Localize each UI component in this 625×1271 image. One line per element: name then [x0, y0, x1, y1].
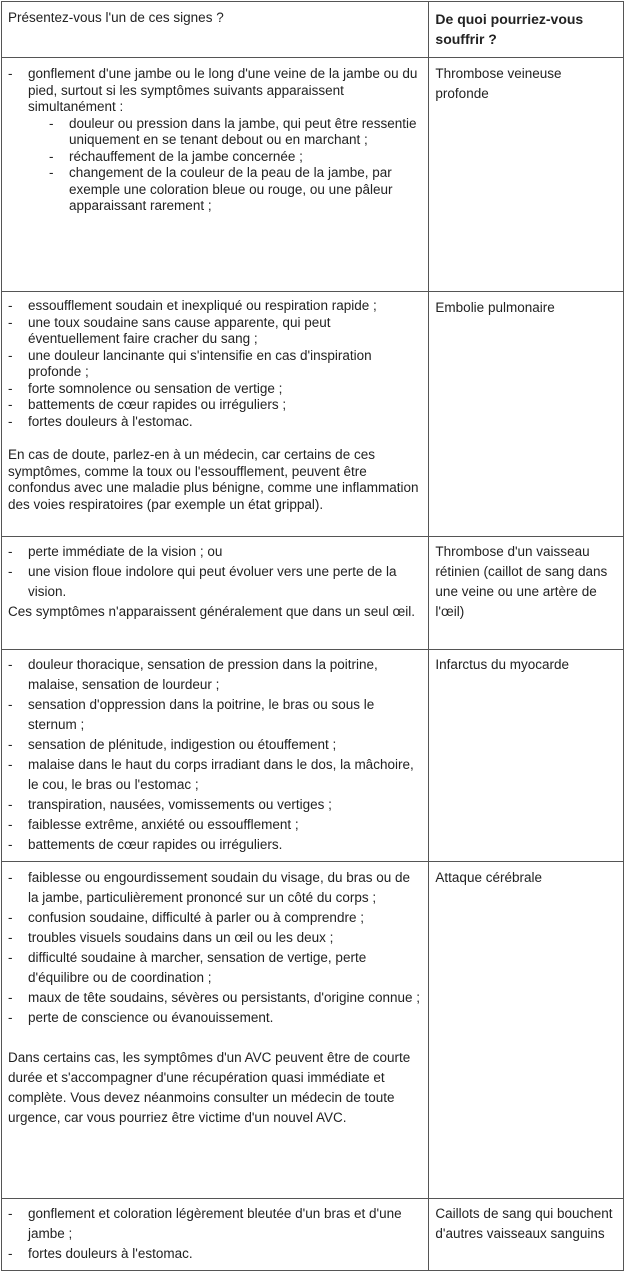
symptom-list	[8, 298, 422, 430]
list-item: - forte somnolence ou sensation de vertige ;	[8, 381, 422, 398]
symptoms-cell	[2, 292, 429, 537]
list-item: - difficulté soudaine à marcher, sensation de vertige, perte d'équilibre ou de coordination ;	[8, 948, 422, 988]
note-text: Ces symptômes n'apparaissent généralement que dans un seul œil.	[8, 604, 416, 619]
sub-symptom-list	[49, 116, 422, 215]
list-item: - une toux soudaine sans cause apparente, qui peut éventuellement faire cracher du sang ;	[8, 315, 422, 348]
list-item: - gonflement et coloration légèrement bleutée d'un bras et d'une jambe ;	[8, 1204, 422, 1244]
list-item: - transpiration, nausées, vomissements ou vertiges ;	[8, 795, 422, 815]
symptoms-cell	[2, 537, 429, 650]
table-row	[2, 537, 624, 650]
table-row	[2, 292, 624, 537]
list-item: - sensation de plénitude, indigestion ou étouffement ;	[8, 735, 422, 755]
symptom-list	[8, 542, 422, 602]
list-item: - douleur thoracique, sensation de pression dans la poitrine, malaise, sensation de lourdeur ;	[8, 655, 422, 695]
symptoms-cell	[2, 862, 429, 1199]
table-header-row	[2, 2, 624, 58]
list-item	[8, 66, 422, 215]
symptom-list	[8, 868, 422, 1028]
symptom-list	[8, 66, 422, 215]
condition-cell: Caillots de sang qui bouchent d'autres vaisseaux sanguins	[429, 1199, 624, 1271]
table-row	[2, 1199, 624, 1271]
list-item: - fortes douleurs à l'estomac.	[8, 1244, 422, 1264]
header-condition: De quoi pourriez-vous souffrir ?	[429, 2, 624, 58]
list-item: - essoufflement soudain et inexpliqué ou respiration rapide ;	[8, 298, 422, 315]
list-item: - faiblesse extrême, anxiété ou essoufflement ;	[8, 815, 422, 835]
note-text: En cas de doute, parlez-en à un médecin, car certains de ces symptômes, comme la toux ou l'essoufflement, peuvent être confondus avec une maladie plus bénigne, comme une inflammation des voies respiratoires (par exemple un état grippal).	[8, 447, 419, 512]
symptom-list	[8, 655, 422, 855]
list-item: - malaise dans le haut du corps irradiant dans le dos, la mâchoire, le cou, le bras ou l'estomac ;	[8, 755, 422, 795]
symptom-text: gonflement d'une jambe ou le long d'une veine de la jambe ou du pied, surtout si les symptômes suivants apparaissent simultanément :	[28, 66, 418, 114]
symptoms-cell	[2, 58, 429, 292]
list-item: - perte de conscience ou évanouissement.	[8, 1008, 422, 1028]
condition-cell: Embolie pulmonaire	[429, 292, 624, 537]
list-item: - battements de cœur rapides ou irréguliers ;	[8, 397, 422, 414]
condition-cell: Infarctus du myocarde	[429, 650, 624, 862]
symptom-list	[8, 1204, 422, 1264]
condition-cell: Attaque cérébrale	[429, 862, 624, 1199]
list-item: - changement de la couleur de la peau de la jambe, par exemple une coloration bleue ou rouge, ou une pâleur apparaissant rarement ;	[49, 165, 422, 215]
symptoms-cell	[2, 650, 429, 862]
list-item: - maux de tête soudains, sévères ou persistants, d'origine connue ;	[8, 988, 422, 1008]
list-item: - battements de cœur rapides ou irréguliers.	[8, 835, 422, 855]
header-symptoms: Présentez-vous l'un de ces signes ?	[2, 2, 429, 58]
symptoms-table	[1, 1, 624, 1271]
symptoms-cell	[2, 1199, 429, 1271]
list-item: - troubles visuels soudains dans un œil ou les deux ;	[8, 928, 422, 948]
list-item: - perte immédiate de la vision ; ou	[8, 542, 422, 562]
note-text: Dans certains cas, les symptômes d'un AVC peuvent être de courte durée et s'accompagner d'une récupération quasi immédiate et complète. Vous devez néanmoins consulter un médecin de toute urgence, car vous pourriez être victime d'un nouvel AVC.	[8, 1050, 411, 1125]
list-item: - sensation d'oppression dans la poitrine, le bras ou sous le sternum ;	[8, 695, 422, 735]
list-item: - faiblesse ou engourdissement soudain du visage, du bras ou de la jambe, particulièrement prononcé sur un côté du corps ;	[8, 868, 422, 908]
table-row	[2, 58, 624, 292]
list-item: - fortes douleurs à l'estomac.	[8, 414, 422, 431]
list-item: - une douleur lancinante qui s'intensifie en cas d'inspiration profonde ;	[8, 348, 422, 381]
list-item: - réchauffement de la jambe concernée ;	[49, 149, 422, 166]
list-item: - confusion soudaine, difficulté à parler ou à comprendre ;	[8, 908, 422, 928]
table-row	[2, 862, 624, 1199]
table-row	[2, 650, 624, 862]
condition-cell: Thrombose d'un vaisseau rétinien (caillot de sang dans une veine ou une artère de l'œil)	[429, 537, 624, 650]
list-item: - douleur ou pression dans la jambe, qui peut être ressentie uniquement en se tenant debout ou en marchant ;	[49, 116, 422, 149]
condition-cell: Thrombose veineuse profonde	[429, 58, 624, 292]
list-item: - une vision floue indolore qui peut évoluer vers une perte de la vision.	[8, 562, 422, 602]
